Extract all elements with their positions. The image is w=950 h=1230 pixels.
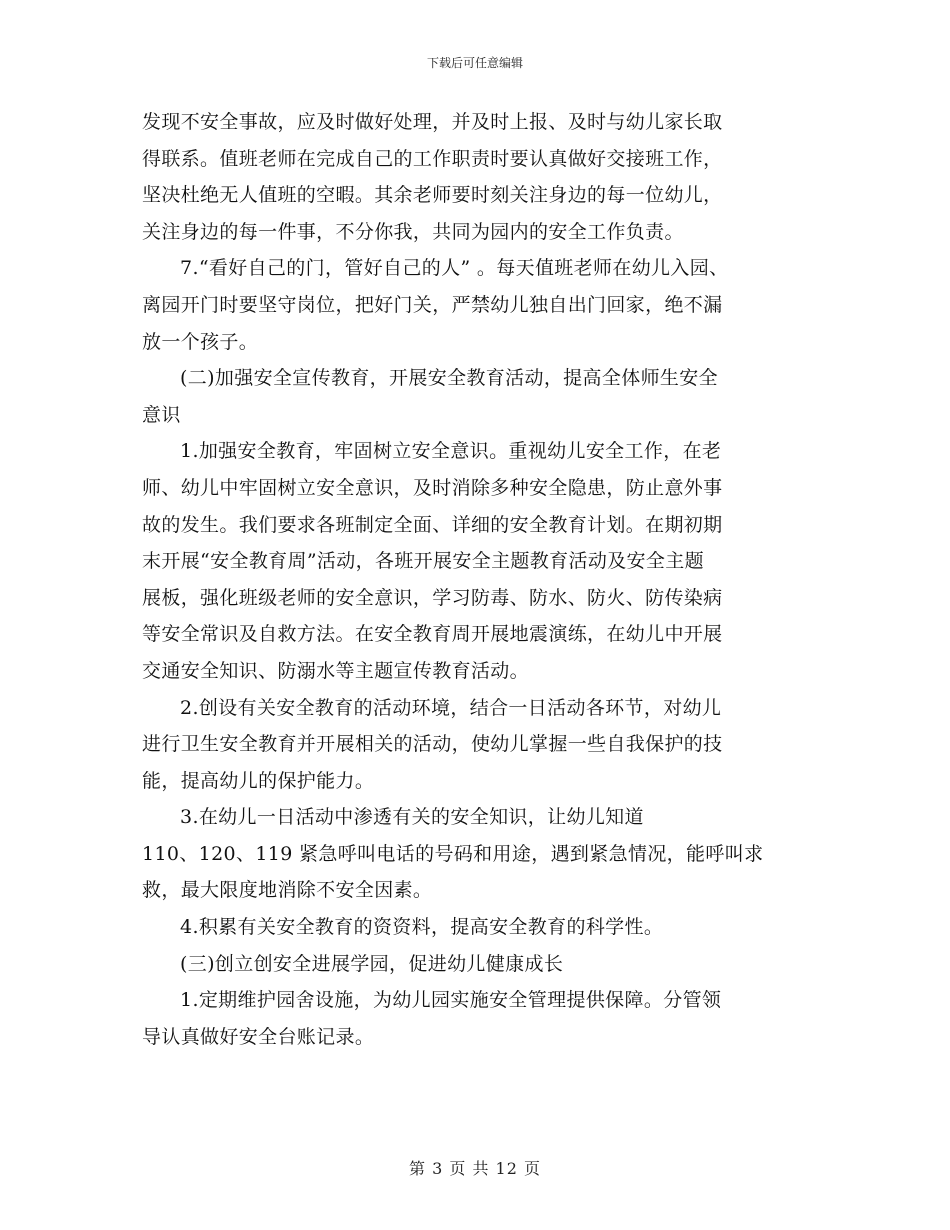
text-line: 等安全常识及自救方法。在安全教育周开展地震演练，在幼儿中开展: [142, 623, 723, 646]
text-line: 末开展“安全教育周”活动，各班开展安全主题教育活动及安全主题: [142, 550, 704, 573]
body-text: [142, 104, 810, 1055]
paragraph-start-line: 7.“看好自己的门，管好自己的人” 。每天值班老师在幼儿入园、: [180, 257, 729, 280]
text-line: 进行卫生安全教育并开展相关的活动，使幼儿掌握一些自我保护的技: [142, 733, 723, 756]
page-footer: 第 3 页 共 12 页: [409, 1159, 541, 1178]
paragraph-start-line: 3.在幼儿一日活动中渗透有关的安全知识，让幼儿知道: [180, 806, 644, 829]
text-line: 发现不安全事故，应及时做好处理，并及时上报、及时与幼儿家长取: [142, 111, 723, 133]
text-line: 110、120、119 紧急呼叫电话的号码和用途，遇到紧急情况，能呼叫求: [142, 842, 764, 865]
paragraph-start-line: 2.创设有关安全教育的活动环境，结合一日活动各环节，对幼儿: [180, 696, 722, 719]
section-heading-line: (二)加强安全宣传教育，开展安全教育活动，提高全体师生安全: [180, 367, 718, 390]
text-line: 坚决杜绝无人值班的空暇。其余老师要时刻关注身边的每一位幼儿，: [142, 184, 723, 207]
text-line: 能，提高幼儿的保护能力。: [142, 769, 375, 792]
text-line: 救，最大限度地消除不安全因素。: [142, 879, 433, 902]
text-line: 展板，强化班级老师的安全意识，学习防毒、防水、防火、防传染病: [142, 586, 723, 609]
text-line: 交通安全知识、防溺水等主题宣传教育活动。: [142, 659, 530, 682]
paragraph-start-line: 1.加强安全教育，牢固树立安全意识。重视幼儿安全工作，在老: [180, 440, 722, 463]
text-line: 故的发生。我们要求各班制定全面、详细的安全教育计划。在期初期: [142, 513, 723, 536]
text-line: 放一个孩子。: [142, 330, 259, 353]
section-heading-line: (三)创立创安全进展学园，促进幼儿健康成长: [180, 952, 564, 975]
text-line: 得联系。值班老师在完成自己的工作职责时要认真做好交接班工作，: [142, 147, 723, 170]
section-heading-line: 意识: [142, 403, 181, 426]
page-header: 下载后可任意编辑: [426, 56, 523, 70]
text-line: 离园开门时要坚守岗位，把好门关，严禁幼儿独自出门回家，绝不漏: [142, 293, 723, 316]
text-line: 导认真做好安全台账记录。: [142, 1025, 375, 1048]
text-line: 师、幼儿中牢固树立安全意识，及时消除多种安全隐患，防止意外事: [142, 476, 723, 499]
text-line: 关注身边的每一件事，不分你我，共同为园内的安全工作负责。: [142, 220, 684, 243]
paragraph-start-line: 1.定期维护园舍设施，为幼儿园实施安全管理提供保障。分管领: [180, 989, 722, 1012]
paragraph-start-line: 4.积累有关安全教育的资资料，提高安全教育的科学性。: [180, 916, 664, 939]
